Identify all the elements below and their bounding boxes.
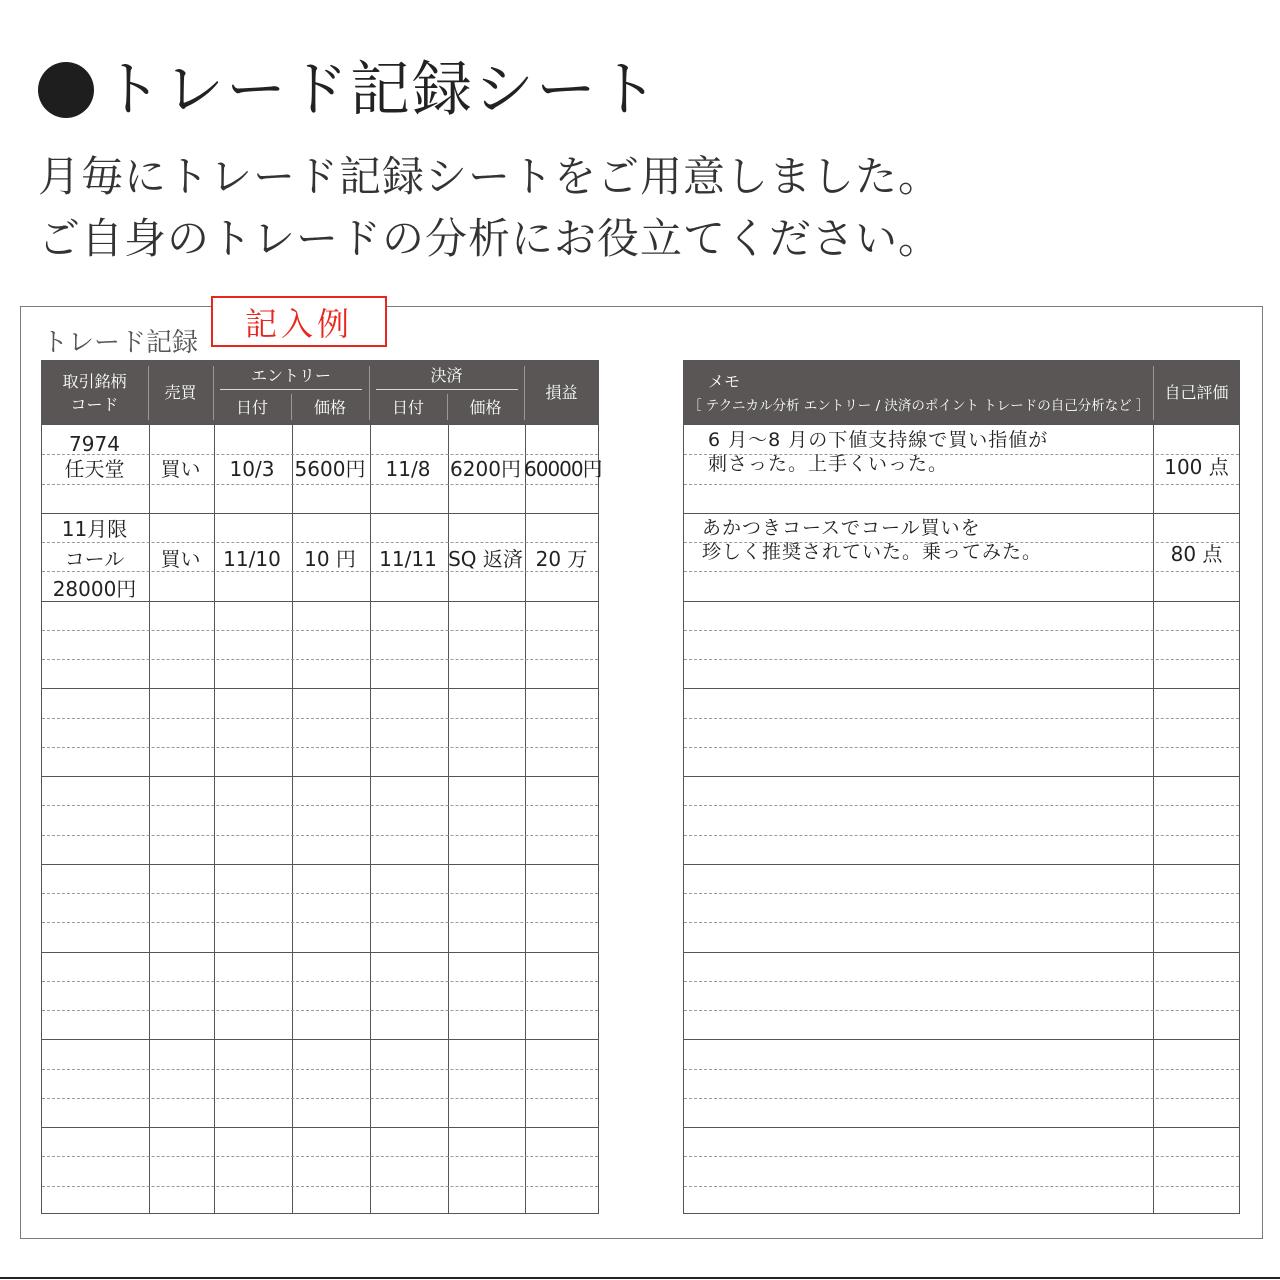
header-memo-title: メモ — [708, 371, 741, 391]
header-entry-price: 価格 — [313, 397, 346, 417]
row-guide-line — [42, 484, 598, 485]
trade-code-line2: コール — [64, 547, 125, 571]
header-exit-date: 日付 — [391, 397, 424, 417]
trade-pnl: 20 万 — [535, 547, 588, 571]
row-guide-line — [684, 571, 1239, 572]
trade-side: 買い — [160, 457, 201, 481]
header-entry-date: 日付 — [235, 397, 268, 417]
column-divider — [525, 425, 526, 1213]
header-pnl: 損益 — [545, 382, 578, 402]
example-badge: 記入例 — [211, 296, 387, 347]
row-guide-line — [684, 922, 1239, 923]
row-guide-line — [42, 835, 598, 836]
header-code-line2: コード — [70, 394, 119, 414]
row-guide-line — [684, 981, 1239, 982]
header-entry: エントリー — [250, 365, 331, 385]
row-guide-line — [684, 718, 1239, 719]
memo-line1: 6 月〜8 月の下値支持線で買い指値が — [708, 429, 1049, 451]
row-guide-line — [684, 893, 1239, 894]
header-group-underline — [220, 389, 362, 390]
header-rating: 自己評価 — [1164, 382, 1229, 402]
row-separator — [42, 513, 598, 514]
row-guide-line — [42, 659, 598, 660]
memo-line2: 珍しく推奨されていた。乗ってみた。 — [702, 541, 1043, 563]
header-settle: 決済 — [430, 365, 463, 385]
row-guide-line — [42, 922, 598, 923]
row-guide-line — [684, 805, 1239, 806]
row-guide-line — [684, 484, 1239, 485]
trade-exit-price: 6200円 — [450, 457, 521, 481]
trade-code-line2: 任天堂 — [64, 457, 125, 481]
description-line-2: ご自身のトレードの分析にお役立てください。 — [38, 214, 942, 263]
row-guide-line — [42, 981, 598, 982]
sheet-label: トレード記録 — [42, 328, 199, 358]
row-guide-line — [42, 747, 598, 748]
column-divider — [292, 425, 293, 1213]
page-heading — [38, 50, 660, 130]
trade-entry-date: 11/10 — [223, 547, 281, 571]
column-divider — [149, 425, 150, 1213]
trade-side: 買い — [160, 547, 201, 571]
trade-code-line1: 7974 — [69, 432, 120, 456]
row-guide-line — [684, 1010, 1239, 1011]
row-guide-line — [684, 835, 1239, 836]
row-separator — [684, 776, 1239, 777]
row-separator — [42, 1039, 598, 1040]
trade-pnl: 60000円 — [524, 457, 602, 481]
row-guide-line — [684, 1156, 1239, 1157]
row-guide-line — [42, 718, 598, 719]
header-group-underline — [376, 389, 518, 390]
row-guide-line — [684, 747, 1239, 748]
row-separator — [684, 601, 1239, 602]
header-memo-sub: ［ テクニカル分析 エントリー / 決済のポイント トレードの自己分析など ］ — [688, 397, 1150, 414]
trade-entry-price: 5600円 — [294, 457, 366, 481]
row-separator — [42, 1127, 598, 1128]
memo-rating: 80 点 — [1170, 542, 1223, 566]
row-guide-line — [42, 1156, 598, 1157]
row-guide-line — [42, 893, 598, 894]
row-guide-line — [42, 1186, 598, 1187]
trade-code-line3: 28000円 — [52, 577, 137, 601]
row-separator — [684, 864, 1239, 865]
header-exit-price: 価格 — [469, 397, 502, 417]
row-guide-line — [42, 805, 598, 806]
row-guide-line — [684, 659, 1239, 660]
trade-exit-price: SQ 返済 — [448, 547, 523, 571]
row-separator — [42, 776, 598, 777]
row-separator — [42, 864, 598, 865]
trade-entry-price: 10 円 — [304, 547, 356, 571]
trade-code-line1: 11月限 — [61, 517, 128, 541]
column-divider — [448, 425, 449, 1213]
row-guide-line — [684, 1186, 1239, 1187]
memo-rating: 100 点 — [1164, 455, 1229, 479]
bullet-dot-icon — [38, 62, 94, 118]
column-divider — [370, 425, 371, 1213]
column-divider — [214, 425, 215, 1213]
row-separator — [684, 688, 1239, 689]
row-guide-line — [42, 1010, 598, 1011]
header-code-line1: 取引銘柄 — [62, 371, 127, 391]
row-guide-line — [684, 1098, 1239, 1099]
page-title: トレード記録シート — [102, 55, 660, 125]
row-guide-line — [684, 630, 1239, 631]
row-guide-line — [684, 1069, 1239, 1070]
row-separator — [42, 688, 598, 689]
description-line-1: 月毎にトレード記録シートをご用意しました。 — [38, 152, 942, 201]
bottom-rule — [0, 1277, 1280, 1279]
row-separator — [684, 952, 1239, 953]
row-separator — [684, 1127, 1239, 1128]
row-guide-line — [42, 1098, 598, 1099]
trade-entry-date: 10/3 — [229, 457, 275, 481]
trade-exit-date: 11/11 — [379, 547, 437, 571]
row-separator — [684, 1039, 1239, 1040]
header-side: 売買 — [164, 382, 197, 402]
row-separator — [684, 513, 1239, 514]
memo-line1: あかつきコースでコール買いを — [702, 517, 981, 539]
trade-exit-date: 11/8 — [385, 457, 431, 481]
row-separator — [42, 952, 598, 953]
memo-line2: 刺さった。上手くいった。 — [708, 453, 949, 475]
row-guide-line — [42, 1069, 598, 1070]
row-guide-line — [42, 630, 598, 631]
